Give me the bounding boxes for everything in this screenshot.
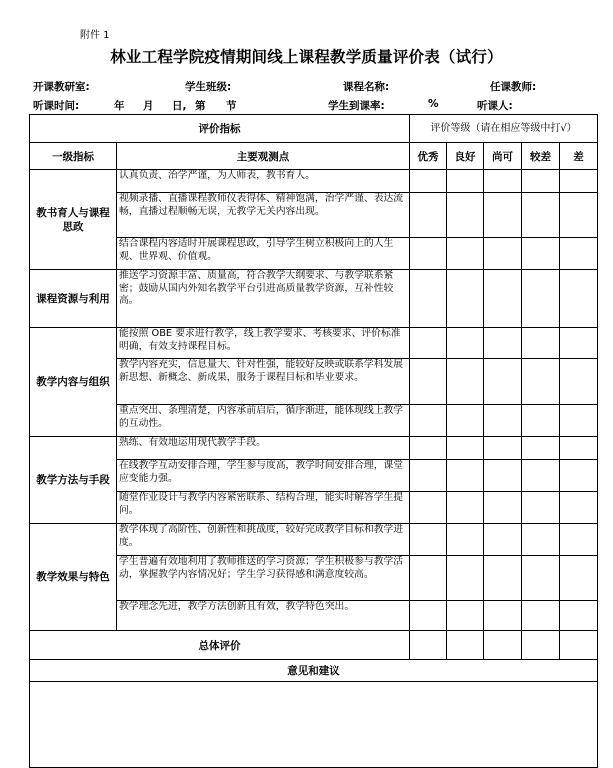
grade-checkbox-cell[interactable] xyxy=(560,328,598,359)
grade-checkbox-cell[interactable] xyxy=(410,405,447,437)
grade-checkbox-cell[interactable] xyxy=(522,492,560,524)
criteria-header: 评价指标 xyxy=(30,115,410,143)
attachment-label: 附件 1 xyxy=(80,30,110,41)
level1-indicator: 教学内容与组织 xyxy=(30,328,117,437)
grade-checkbox-cell[interactable] xyxy=(560,405,598,437)
suggestions-label: 意见和建议 xyxy=(30,660,598,682)
grade-checkbox-cell[interactable] xyxy=(560,193,598,238)
grade-checkbox-cell[interactable] xyxy=(522,193,560,238)
grade-checkbox-cell[interactable] xyxy=(410,492,447,524)
grade-checkbox-cell[interactable] xyxy=(484,492,522,524)
time-label: 听课时间: xyxy=(33,100,80,112)
grade-checkbox-cell[interactable] xyxy=(484,405,522,437)
grade-bad-header: 差 xyxy=(560,143,598,170)
grade-checkbox-cell[interactable] xyxy=(410,170,447,193)
grade-checkbox-cell[interactable] xyxy=(560,170,598,193)
level1-header: 一级指标 xyxy=(30,143,117,170)
criteria-row xyxy=(30,270,598,328)
grade-checkbox-cell[interactable] xyxy=(560,238,598,270)
grade-checkbox-cell[interactable] xyxy=(447,460,484,492)
grade-header: 评价等级（请在相应等级中打√） xyxy=(410,115,598,143)
grade-checkbox-cell[interactable] xyxy=(522,238,560,270)
observation-point: 重点突出、条理清楚，内容承前启后，循序渐进，能体现线上教学的互动性。 xyxy=(117,405,410,437)
grade-checkbox-cell[interactable] xyxy=(560,524,598,556)
grade-good-header: 良好 xyxy=(447,143,484,170)
grade-checkbox-cell[interactable] xyxy=(484,556,522,601)
grade-checkbox-cell[interactable] xyxy=(410,193,447,238)
grade-checkbox-cell[interactable] xyxy=(484,460,522,492)
student-class-label: 学生班级: xyxy=(185,81,232,93)
observation-point: 推送学习资源丰富、质量高，符合教学大纲要求、与教学联系紧密；鼓励从国内外知名教学平台引进高质量教学资源，互补性较高。 xyxy=(117,270,410,328)
grade-checkbox-cell[interactable] xyxy=(522,328,560,359)
grade-checkbox-cell[interactable] xyxy=(560,556,598,601)
overall-row xyxy=(30,631,598,660)
grade-checkbox-cell[interactable] xyxy=(410,238,447,270)
grade-checkbox-cell[interactable] xyxy=(522,405,560,437)
grade-checkbox-cell[interactable] xyxy=(447,524,484,556)
teaching-office-label: 开课教研室: xyxy=(33,81,90,93)
course-name-label: 课程名称: xyxy=(343,81,390,93)
grade-checkbox-cell[interactable] xyxy=(560,437,598,460)
grade-checkbox-cell[interactable] xyxy=(522,170,560,193)
year-label: 年 xyxy=(114,100,125,112)
overall-grade-cell[interactable] xyxy=(522,631,560,660)
grade-checkbox-cell[interactable] xyxy=(484,170,522,193)
observation-point: 学生普遍有效地利用了教师推送的学习资源；学生积极参与教学活动，掌握教学内容情况好；学生学习获得感和满意度较高。 xyxy=(117,556,410,601)
observation-point: 视频录播、直播课程教师仪表得体、精神饱满，治学严谨、表达流畅，直播过程顺畅无误，无教学无关内容出现。 xyxy=(117,193,410,238)
grade-checkbox-cell[interactable] xyxy=(447,193,484,238)
grade-checkbox-cell[interactable] xyxy=(447,359,484,405)
grade-fair-header: 尚可 xyxy=(484,143,522,170)
grade-excellent-header: 优秀 xyxy=(410,143,447,170)
criteria-row xyxy=(30,170,598,193)
month-label: 月 xyxy=(143,100,154,112)
overall-grade-cell[interactable] xyxy=(560,631,598,660)
grade-checkbox-cell[interactable] xyxy=(522,460,560,492)
grade-checkbox-cell[interactable] xyxy=(484,437,522,460)
evaluation-table xyxy=(29,114,598,768)
observation-point: 随堂作业设计与教学内容紧密联系、结构合理，能实时解答学生提问。 xyxy=(117,492,410,524)
observation-header: 主要观测点 xyxy=(117,143,410,170)
grade-checkbox-cell[interactable] xyxy=(410,270,447,328)
overall-evaluation-label: 总体评价 xyxy=(30,631,410,660)
observation-point: 熟练、有效地运用现代教学手段。 xyxy=(117,437,410,460)
grade-checkbox-cell[interactable] xyxy=(484,328,522,359)
grade-checkbox-cell[interactable] xyxy=(560,460,598,492)
week-day-label: 第 xyxy=(195,100,206,112)
criteria-row xyxy=(30,328,598,359)
observation-point: 结合课程内容适时开展课程思政，引导学生树立积极向上的人生观、世界观、价值观。 xyxy=(117,238,410,270)
grade-checkbox-cell[interactable] xyxy=(560,270,598,328)
level1-indicator: 教书育人与课程思政 xyxy=(30,170,117,270)
grade-checkbox-cell[interactable] xyxy=(522,556,560,601)
overall-grade-cell[interactable] xyxy=(410,631,447,660)
observation-point: 教学理念先进，教学方法创新且有效，教学特色突出。 xyxy=(117,601,410,631)
grade-checkbox-cell[interactable] xyxy=(484,238,522,270)
grade-checkbox-cell[interactable] xyxy=(447,556,484,601)
grade-checkbox-cell[interactable] xyxy=(447,492,484,524)
grade-poor-header: 较差 xyxy=(522,143,560,170)
grade-checkbox-cell[interactable] xyxy=(484,193,522,238)
percent-label: % xyxy=(428,98,439,110)
grade-checkbox-cell[interactable] xyxy=(447,170,484,193)
observation-point: 教学内容充实，信息量大、针对性强，能较好反映或联系学科发展新思想、新概念、新成果，服务于课程目标和毕业要求。 xyxy=(117,359,410,405)
grade-checkbox-cell[interactable] xyxy=(447,437,484,460)
listener-label: 听课人: xyxy=(477,100,513,112)
observation-point: 能按照 OBE 要求进行教学，线上教学要求、考核要求、评价标准明确，有效支持课程目标。 xyxy=(117,328,410,359)
period-label: 节 xyxy=(226,100,237,112)
page-title: 林业工程学院疫情期间线上课程教学质量评价表（试行） xyxy=(110,48,503,66)
grade-checkbox-cell[interactable] xyxy=(447,601,484,631)
overall-grade-cell[interactable] xyxy=(447,631,484,660)
grade-checkbox-cell[interactable] xyxy=(560,601,598,631)
observation-point: 教学体现了高阶性、创新性和挑战度，较好完成教学目标和教学进度。 xyxy=(117,524,410,556)
teacher-label: 任课教师: xyxy=(490,81,537,93)
criteria-row xyxy=(30,524,598,556)
grade-checkbox-cell[interactable] xyxy=(410,437,447,460)
attendance-label: 学生到课率: xyxy=(328,100,385,112)
suggestions-area[interactable] xyxy=(30,682,598,768)
observation-point: 在线教学互动安排合理，学生参与度高，教学时间安排合理，课堂应变能力强。 xyxy=(117,460,410,492)
level1-indicator: 课程资源与利用 xyxy=(30,270,117,328)
grade-checkbox-cell[interactable] xyxy=(522,270,560,328)
grade-checkbox-cell[interactable] xyxy=(484,601,522,631)
grade-checkbox-cell[interactable] xyxy=(484,524,522,556)
grade-checkbox-cell[interactable] xyxy=(484,359,522,405)
criteria-row xyxy=(30,437,598,460)
level1-indicator: 教学方法与手段 xyxy=(30,437,117,524)
day-label: 日, xyxy=(172,100,187,112)
grade-checkbox-cell[interactable] xyxy=(447,270,484,328)
grade-checkbox-cell[interactable] xyxy=(410,524,447,556)
level1-indicator: 教学效果与特色 xyxy=(30,524,117,631)
overall-grade-cell[interactable] xyxy=(484,631,522,660)
grade-checkbox-cell[interactable] xyxy=(410,601,447,631)
grade-checkbox-cell[interactable] xyxy=(560,359,598,405)
observation-point: 认真负责、治学严谨，为人师表，教书育人。 xyxy=(117,170,410,193)
grade-checkbox-cell[interactable] xyxy=(522,437,560,460)
grade-checkbox-cell[interactable] xyxy=(484,270,522,328)
grade-checkbox-cell[interactable] xyxy=(522,359,560,405)
grade-checkbox-cell[interactable] xyxy=(447,328,484,359)
grade-checkbox-cell[interactable] xyxy=(447,238,484,270)
grade-checkbox-cell[interactable] xyxy=(560,492,598,524)
grade-checkbox-cell[interactable] xyxy=(410,460,447,492)
grade-checkbox-cell[interactable] xyxy=(447,405,484,437)
grade-checkbox-cell[interactable] xyxy=(410,328,447,359)
grade-checkbox-cell[interactable] xyxy=(410,359,447,405)
grade-checkbox-cell[interactable] xyxy=(522,524,560,556)
grade-checkbox-cell[interactable] xyxy=(410,556,447,601)
grade-checkbox-cell[interactable] xyxy=(522,601,560,631)
